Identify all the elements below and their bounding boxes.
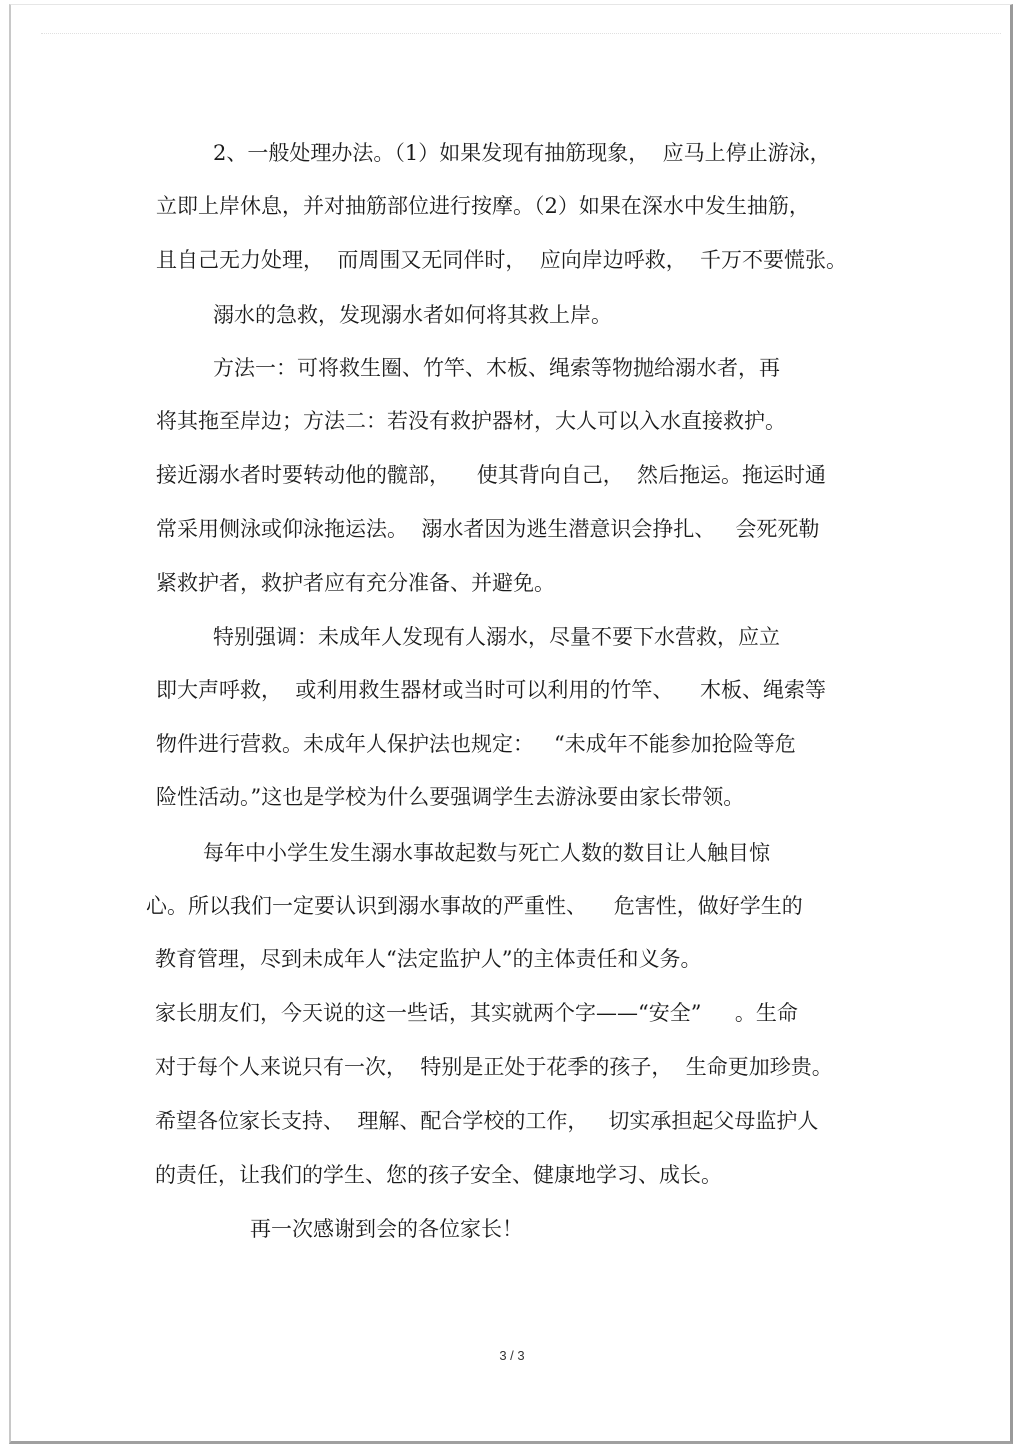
text-line: 家长朋友们，今天说的这一些话，其实就两个字——“安全” 。生命: [155, 1001, 798, 1025]
text-line: 立即上岸休息，并对抽筋部位进行按摩。（2）如果在深水中发生抽筋，: [156, 194, 810, 218]
text-line: 教育管理，尽到未成年人“法定监护人”的主体责任和义务。: [155, 947, 702, 971]
text-line: 每年中小学生发生溺水事故起数与死亡人数的数目让人触目惊: [203, 841, 770, 865]
text-line: 紧救护者，救护者应有充分准备、并避免。: [156, 571, 555, 595]
text-line: 对于每个人来说只有一次， 特别是正处于花季的孩子， 生命更加珍贵。: [155, 1055, 833, 1079]
text-line: 险性活动。”这也是学校为什么要强调学生去游泳要由家长带领。: [156, 785, 745, 809]
text-line: 希望各位家长支持、 理解、配合学校的工作， 切实承担起父母监护人: [155, 1109, 819, 1133]
text-line: 常采用侧泳或仰泳拖运法。 溺水者因为逃生潜意识会挣扎、 会死死勒: [156, 517, 820, 541]
page-number: 3 / 3: [499, 1348, 525, 1363]
text-line: 将其拖至岸边；方法二：若没有救护器材，大人可以入水直接救护。: [156, 409, 786, 433]
text-line: 再一次感谢到会的各位家长！: [250, 1217, 523, 1241]
text-line: 的责任，让我们的学生、您的孩子安全、健康地学习、成长。: [155, 1163, 722, 1187]
text-line: 物件进行营救。未成年人保护法也规定： “未成年不能参加抢险等危: [156, 732, 796, 756]
text-line: 即大声呼救， 或利用救生器材或当时可以利用的竹竿、 木板、绳索等: [156, 678, 827, 702]
text-line: 特别强调：未成年人发现有人溺水，尽量不要下水营救，应立: [213, 625, 780, 649]
text-line: 方法一：可将救生圈、竹竿、木板、绳索等物抛给溺水者，再: [213, 356, 780, 380]
text-line: 2、一般处理办法。（1）如果发现有抽筋现象， 应马上停止游泳，: [213, 141, 831, 165]
text-line: 且自己无力处理， 而周围又无同伴时， 应向岸边呼救， 千万不要慌张。: [156, 248, 848, 272]
text-line: 溺水的急救，发现溺水者如何将其救上岸。: [213, 303, 612, 327]
text-line: 心。所以我们一定要认识到溺水事故的严重性、 危害性，做好学生的: [146, 894, 803, 918]
text-line: 接近溺水者时要转动他的髋部， 使其背向自己， 然后拖运。拖运时通: [156, 463, 827, 487]
